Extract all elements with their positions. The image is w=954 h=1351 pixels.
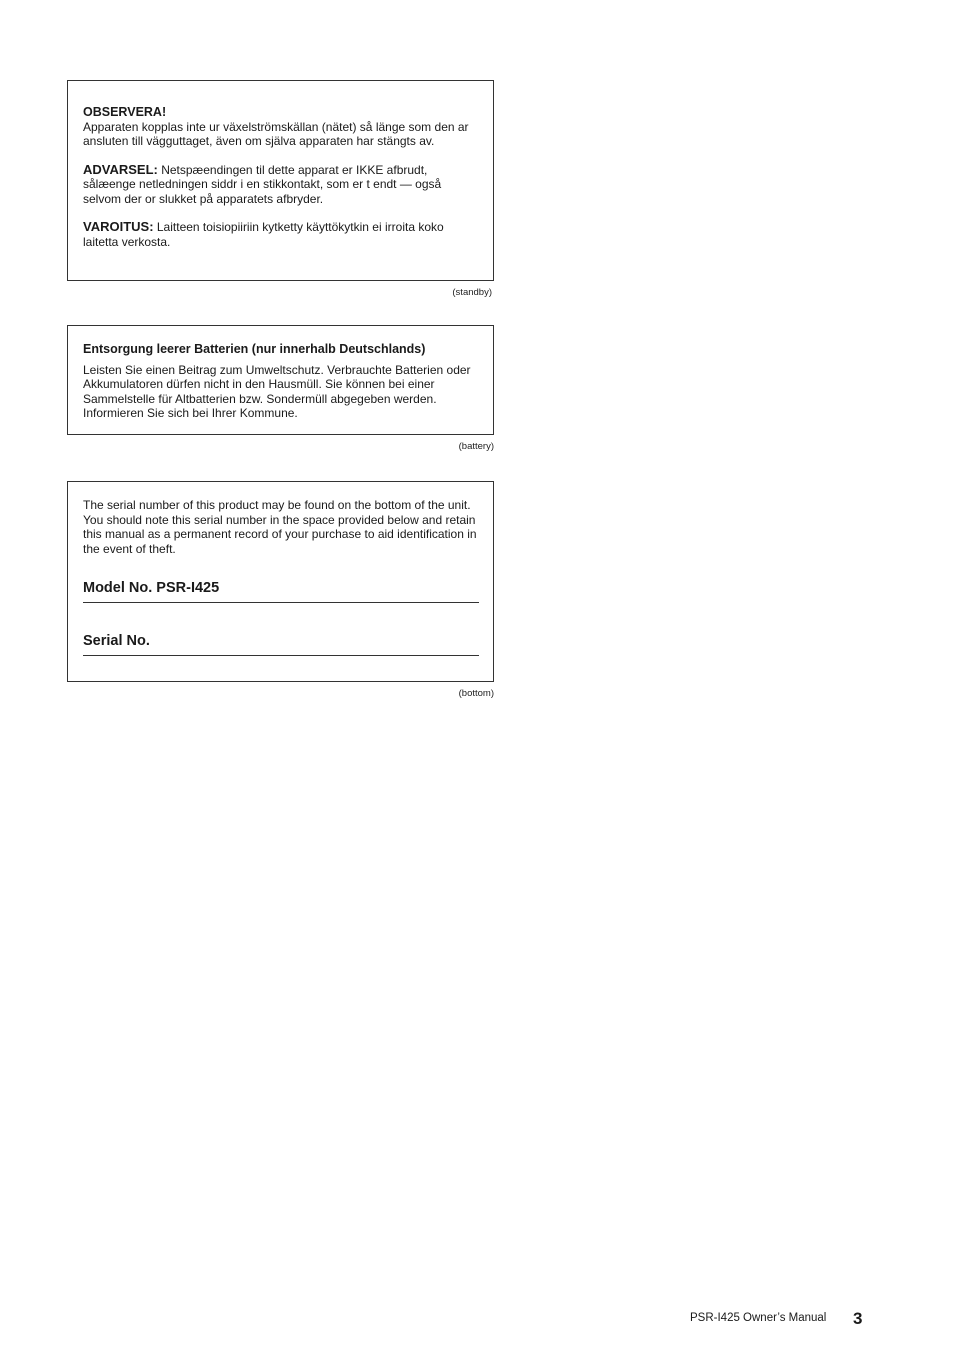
- standby-caption: (standby): [452, 287, 492, 298]
- varoitus-text: Laitteen toisiopiiriin kytketty käyttökytkin ei irroita koko laitetta verkosta.: [83, 220, 444, 249]
- bottom-caption: (bottom): [458, 688, 494, 699]
- advarsel-paragraph: [83, 163, 478, 207]
- observera-title: OBSERVERA!: [83, 105, 167, 119]
- varoitus-label: VAROITUS:: [83, 219, 154, 234]
- battery-text: Leisten Sie einen Beitrag zum Umweltschutz. Verbrauchte Batterien oder Akkumulatoren dürfen nicht in den Hausmüll. Sie können bei einer Sammelstelle für Altbatterien bzw. Sondermüll abgegeben werden. Informieren Sie sich bei Ihrer Kommune.: [83, 362, 471, 420]
- footer-manual-title: PSR-I425 Owner’s Manual: [690, 1312, 827, 1324]
- advarsel-label: ADVARSEL:: [83, 161, 158, 177]
- serial-number-box: [67, 481, 494, 682]
- battery-title: Entsorgung leerer Batterien (nur innerhalb Deutschlands): [83, 342, 426, 356]
- serial-info-text: The serial number of this product may be found on the bottom of the unit. You should note this serial number in the space provided below and retain this manual as a permanent record of your purchase to aid identification in the event of theft.: [83, 498, 477, 556]
- battery-caption: (battery): [458, 441, 494, 452]
- serial-number-field: Serial No.: [83, 633, 479, 656]
- standby-notice-box: [67, 80, 494, 281]
- battery-disposal-box: [67, 325, 494, 435]
- model-number-field: Model No. PSR-I425: [83, 580, 479, 603]
- observera-text: Apparaten kopplas inte ur växelströmskällan (nätet) så länge som den ar ansluten till vägguttaget, även om själva apparaten har stängts av.: [83, 119, 469, 148]
- advarsel-text: Netspæendingen til dette apparat er IKKE afbrudt, sålæenge netledningen siddr i en stikkontakt, som er t endt — også selvom der or slukket på apparatets afbryder.: [83, 162, 442, 206]
- varoitus-paragraph: [83, 220, 478, 249]
- page-number: 3: [853, 1309, 863, 1328]
